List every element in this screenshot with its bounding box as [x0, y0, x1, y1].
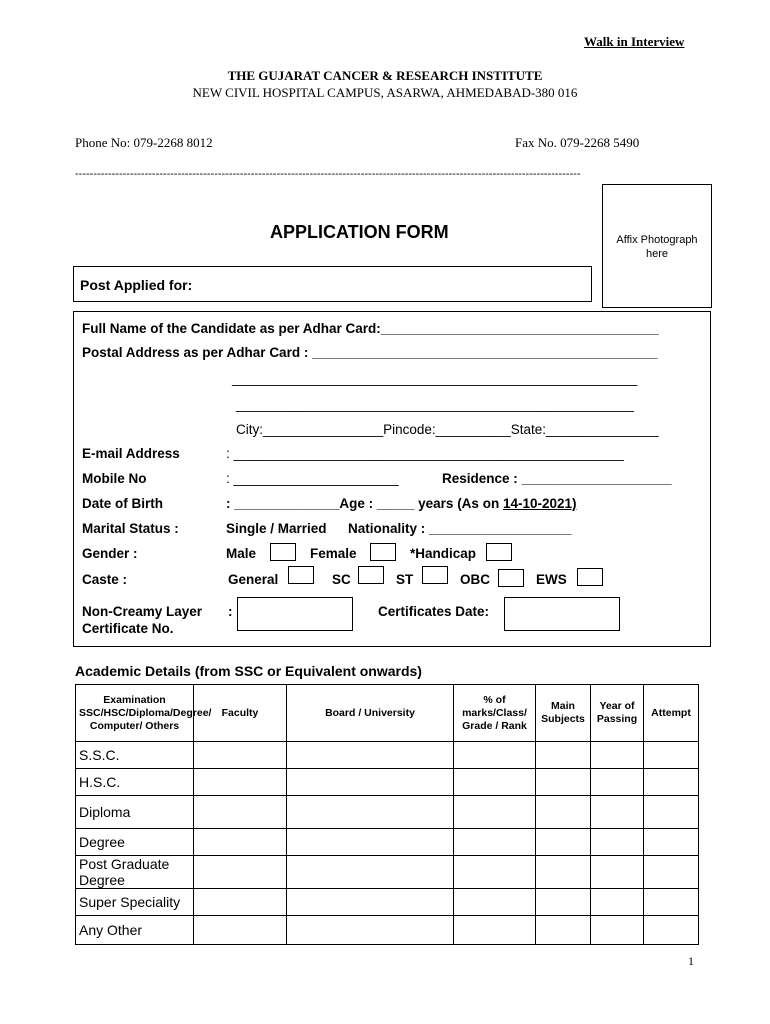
table-cell[interactable] — [644, 916, 699, 945]
row-label: Any Other — [76, 916, 194, 945]
row-label: S.S.C. — [76, 742, 194, 769]
table-row — [76, 916, 699, 945]
table-cell[interactable] — [194, 856, 287, 889]
address-line-2[interactable]: ______________________________________________________ — [232, 371, 638, 386]
form-title: APPLICATION FORM — [270, 222, 449, 242]
mobile-field[interactable]: : ______________________ — [226, 471, 399, 486]
page-number: 1 — [688, 954, 694, 968]
row-label: Degree — [76, 829, 194, 856]
table-cell[interactable] — [287, 856, 454, 889]
table-cell[interactable] — [454, 889, 536, 916]
column-header-year: Year of Passing — [591, 685, 644, 742]
caste-ews-checkbox[interactable] — [577, 568, 603, 586]
table-cell[interactable] — [591, 916, 644, 945]
column-header-main-subjects: Main Subjects — [536, 685, 591, 742]
gender-label: Gender : — [82, 546, 138, 561]
table-cell[interactable] — [536, 916, 591, 945]
table-cell[interactable] — [194, 769, 287, 796]
table-row — [76, 796, 699, 829]
dob-label: Date of Birth — [82, 496, 163, 511]
table-cell[interactable] — [536, 796, 591, 829]
table-cell[interactable] — [591, 796, 644, 829]
table-cell[interactable] — [194, 916, 287, 945]
gender-female-checkbox[interactable] — [370, 543, 396, 561]
marital-status-label: Marital Status : — [82, 521, 179, 536]
noncreamy-label-line2: Certificate No. — [82, 621, 174, 636]
table-cell[interactable] — [194, 742, 287, 769]
table-cell[interactable] — [591, 889, 644, 916]
table-cell[interactable] — [454, 796, 536, 829]
table-cell[interactable] — [287, 742, 454, 769]
table-cell[interactable] — [644, 856, 699, 889]
caste-ews-label: EWS — [536, 572, 567, 587]
post-applied-field[interactable] — [73, 266, 592, 302]
postal-address-field[interactable]: Postal Address as per Adhar Card : ______________________________________________ — [82, 345, 658, 360]
caste-obc-label: OBC — [460, 572, 490, 587]
caste-general-label: General — [228, 572, 279, 587]
photo-box[interactable] — [602, 184, 712, 308]
table-cell[interactable] — [536, 889, 591, 916]
column-header-faculty: Faculty — [194, 685, 287, 742]
noncreamy-label-line1: Non-Creamy Layer — [82, 604, 203, 619]
table-row — [76, 769, 699, 796]
table-cell[interactable] — [194, 829, 287, 856]
gender-male-checkbox[interactable] — [270, 543, 296, 561]
institute-name: THE GUJARAT CANCER & RESEARCH INSTITUTE — [227, 68, 543, 83]
column-header-board: Board / University — [287, 685, 454, 742]
institute-address: NEW CIVIL HOSPITAL CAMPUS, ASARWA, AHMEDABAD-380 016 — [192, 85, 578, 100]
table-cell[interactable] — [287, 769, 454, 796]
caste-label: Caste : — [82, 572, 128, 587]
table-cell[interactable] — [644, 889, 699, 916]
table-cell[interactable] — [536, 769, 591, 796]
table-row — [76, 829, 699, 856]
row-label: Diploma — [76, 796, 194, 829]
caste-sc-label: SC — [332, 572, 351, 587]
gender-male-label: Male — [226, 546, 257, 561]
email-label: E-mail Address — [82, 446, 180, 461]
table-cell[interactable] — [591, 856, 644, 889]
reference-date: 14-10-2021) — [502, 496, 577, 511]
row-label: Super Speciality — [76, 889, 194, 916]
table-cell[interactable] — [644, 829, 699, 856]
table-cell[interactable] — [194, 889, 287, 916]
table-cell[interactable] — [454, 829, 536, 856]
phone-number: Phone No: 079-2268 8012 — [75, 135, 213, 150]
table-cell[interactable] — [644, 769, 699, 796]
certificates-date-input[interactable] — [504, 597, 620, 631]
caste-obc-checkbox[interactable] — [498, 569, 524, 587]
dob-age-text: : ______________Age : _____ years (As on — [226, 496, 503, 511]
table-cell[interactable] — [454, 769, 536, 796]
table-cell[interactable] — [591, 742, 644, 769]
table-row — [76, 889, 699, 916]
mobile-label: Mobile No — [82, 471, 147, 486]
marital-status-options[interactable]: Single / Married — [226, 521, 327, 536]
table-cell[interactable] — [454, 742, 536, 769]
handicap-label: *Handicap — [410, 546, 477, 561]
table-row — [76, 856, 699, 889]
table-cell[interactable] — [287, 829, 454, 856]
table-cell[interactable] — [536, 742, 591, 769]
post-applied-label: Post Applied for: — [80, 277, 193, 293]
row-label: Post Graduate Degree — [76, 856, 194, 889]
caste-sc-checkbox[interactable] — [358, 566, 384, 584]
table-header-row — [76, 685, 699, 742]
fax-number: Fax No. 079-2268 5490 — [515, 135, 640, 150]
table-cell[interactable] — [591, 769, 644, 796]
residence-field[interactable]: Residence : ____________________ — [442, 471, 672, 486]
gender-female-label: Female — [310, 546, 357, 561]
caste-general-checkbox[interactable] — [288, 566, 314, 584]
column-header-examination: Examination SSC/HSC/Diploma/Degree/ Computer/ Others — [76, 685, 194, 742]
table-cell[interactable] — [536, 829, 591, 856]
table-cell[interactable] — [454, 856, 536, 889]
table-cell[interactable] — [591, 829, 644, 856]
nationality-field[interactable]: Nationality : ___________________ — [348, 521, 572, 536]
caste-st-checkbox[interactable] — [422, 566, 448, 584]
table-row — [76, 742, 699, 769]
dashed-divider: ------------------------------------------------------------------------------------------------------------------------------------------ — [75, 168, 581, 180]
photo-label: Affix Photograph here — [616, 234, 698, 260]
address-line-3[interactable]: _____________________________________________________ — [236, 397, 634, 412]
certificates-date-label: Certificates Date: — [378, 604, 490, 619]
dob-age-field[interactable] — [226, 496, 577, 511]
academic-details-heading: Academic Details (from SSC or Equivalent onwards) — [75, 663, 422, 679]
walk-in-interview-heading: Walk in Interview — [584, 34, 685, 49]
noncreamy-certificate-input[interactable] — [237, 597, 353, 631]
table-cell[interactable] — [287, 916, 454, 945]
row-label: H.S.C. — [76, 769, 194, 796]
table-cell[interactable] — [194, 796, 287, 829]
caste-st-label: ST — [396, 572, 414, 587]
handicap-checkbox[interactable] — [486, 543, 512, 561]
table-cell[interactable] — [536, 856, 591, 889]
column-header-marks: % of marks/Class/ Grade / Rank — [454, 685, 536, 742]
table-cell[interactable] — [454, 916, 536, 945]
academic-details-table — [75, 684, 699, 945]
table-cell[interactable] — [644, 796, 699, 829]
column-header-attempt: Attempt — [644, 685, 699, 742]
noncreamy-colon: : — [228, 604, 233, 619]
full-name-field[interactable]: Full Name of the Candidate as per Adhar Card:_____________________________________ — [82, 321, 659, 336]
table-cell[interactable] — [287, 796, 454, 829]
table-cell[interactable] — [644, 742, 699, 769]
table-cell[interactable] — [287, 889, 454, 916]
email-field[interactable]: : ____________________________________________________ — [226, 446, 624, 461]
city-pincode-state-field[interactable]: City:________________Pincode:__________State:_______________ — [236, 422, 659, 437]
